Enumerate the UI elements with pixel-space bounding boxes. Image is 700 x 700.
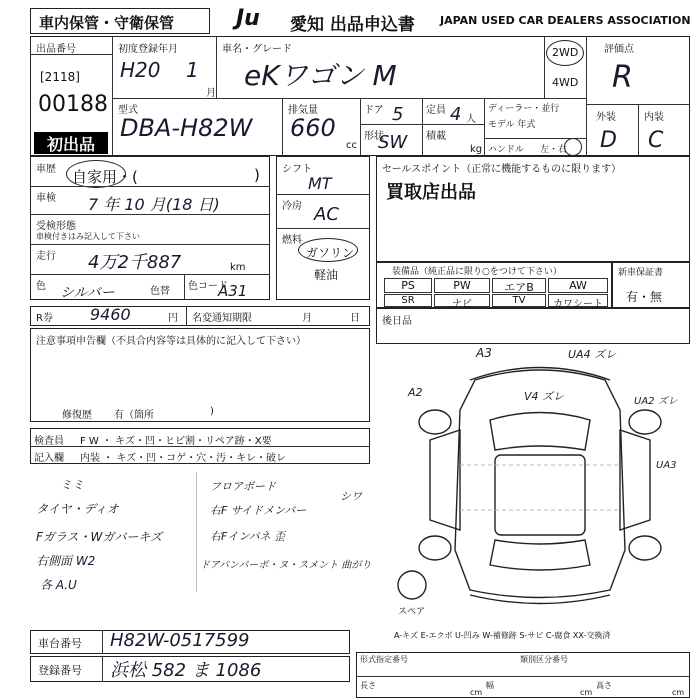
shaken-label: 車検 xyxy=(36,193,56,204)
mark-ua4: UA4 ズレ xyxy=(568,348,617,361)
shift-label: シフト xyxy=(282,164,312,175)
displacement-value: 660 xyxy=(290,114,336,142)
equipment-label: 装備品（純正品に限り○をつけて下さい） xyxy=(392,267,562,277)
lot-number: 00188 xyxy=(38,92,108,117)
equipment-leather: カワシート xyxy=(548,294,608,307)
drive-2wd-circle xyxy=(546,40,584,66)
entry-items: 内装 ・ キズ・凹・コゲ・穴・汚・キレ・破レ xyxy=(80,453,287,464)
lot-label: 出品番号 xyxy=(36,44,76,55)
load-label: 積載 xyxy=(426,131,446,142)
recycle-value: 9460 xyxy=(90,305,131,324)
mark-v4: V4 ズレ xyxy=(524,390,565,403)
dealer-label: ディーラー・並行 xyxy=(488,104,560,114)
capacity-value: 4 xyxy=(450,104,462,125)
lot-sub: [2118] xyxy=(40,70,80,84)
entry-label: 記入欄 xyxy=(34,453,64,464)
association-name: JAPAN USED CAR DEALERS ASSOCIATION xyxy=(440,14,691,27)
recycle-unit: 円 xyxy=(168,313,178,324)
note-3: Fガラス・Wガバーキズ xyxy=(36,530,163,544)
equipment-pw: PW xyxy=(434,278,490,293)
equipment-tv: TV xyxy=(492,294,546,307)
inspector-items: F W ・ キズ・凹・ヒビ割・リペア跡・X要 xyxy=(80,436,272,447)
exterior-value: D xyxy=(600,128,617,153)
note-2: タイヤ・ディオ xyxy=(36,502,119,516)
note-1: ミミ xyxy=(60,478,85,492)
door-label: ドア xyxy=(364,105,384,116)
length-unit: cm xyxy=(470,688,483,697)
repair-close: ) xyxy=(210,406,214,417)
header-tab-label: 車内保管・守衛保管 xyxy=(39,14,175,32)
drive-2wd: 2WD xyxy=(552,46,579,59)
first-listing-badge: 初出品 xyxy=(34,132,108,154)
notice-month: 月 xyxy=(302,313,312,324)
class-number-label: 類別区分番号 xyxy=(520,655,568,664)
mileage-label: 走行 xyxy=(36,251,56,262)
note-9: ドアパンパーボ・ヌ・スメント 曲がり xyxy=(200,560,372,571)
receive-note: 車検付きはみ記入して下さい xyxy=(36,232,140,241)
note-6: フロアボード xyxy=(210,480,276,493)
receive-label: 受検形態 xyxy=(36,221,76,232)
equipment-airbag: エアB xyxy=(492,278,546,293)
fuel-label: 燃料 xyxy=(282,235,302,246)
rating-value: R xyxy=(612,60,633,95)
model-label: 型式 xyxy=(118,105,138,116)
plate-value: 浜松 582 ま 1086 xyxy=(110,660,262,681)
warranty-label: 新車保証書 xyxy=(618,268,664,278)
capacity-label: 定員 xyxy=(426,105,446,116)
ju-logo: Ju xyxy=(236,6,260,31)
interior-value: C xyxy=(648,128,664,153)
form-title: 愛知 出品申込書 xyxy=(290,15,415,35)
color-label: 色 xyxy=(36,281,46,292)
notes-label: 注意事項申告欄（不具合内容等は具体的に記入して下さい） xyxy=(36,336,306,347)
mark-a3: A3 xyxy=(476,346,492,360)
use-value: 自家用・( xyxy=(72,168,138,186)
shaken-value: 7 年 10 月(18 日) xyxy=(88,195,220,214)
load-unit: kg xyxy=(470,144,483,155)
width-unit: cm xyxy=(580,688,593,697)
reg-month-value: 1 xyxy=(186,58,199,82)
fuel-value-diesel: 軽油 xyxy=(314,268,339,282)
height-label: 高さ xyxy=(596,681,612,690)
use-close: ) xyxy=(254,166,260,184)
displacement-unit: cc xyxy=(346,140,357,151)
mark-ua3: UA3 xyxy=(656,460,677,471)
ac-label: 冷房 xyxy=(282,201,302,212)
damage-legend: A-キズ E-エクボ U-凹み W-補修跡 S-サビ C-腐食 XX-交換済 xyxy=(394,631,611,640)
repair-value: 有（箇所 xyxy=(114,410,154,421)
note-7: 右F サイドメンバー xyxy=(210,504,307,517)
width-label: 幅 xyxy=(486,681,494,690)
note-10: シワ xyxy=(340,490,362,503)
repair-label: 修復歴 xyxy=(62,410,92,421)
fuel-value-gasoline: ガソリン xyxy=(306,246,355,260)
height-unit: cm xyxy=(672,688,685,697)
handle-right-circle xyxy=(564,138,582,156)
car-name-value: eKワゴン M xyxy=(244,59,397,92)
equipment-navi: ナビ xyxy=(434,294,490,307)
handle-label: ハンドル xyxy=(488,145,525,155)
note-5: 各 A.U xyxy=(40,578,77,592)
model-year-label: モデル 年式 xyxy=(488,120,536,130)
fuel-gasoline-circle xyxy=(298,238,358,262)
sales-point-label: セールスポイント（正常に機能するものに限ります） xyxy=(382,164,622,175)
private-use-circle xyxy=(66,160,126,188)
capacity-unit: 人 xyxy=(466,114,476,125)
length-label: 長さ xyxy=(360,681,376,690)
notice-day: 日 xyxy=(350,313,360,324)
color-value: シルバー xyxy=(60,285,115,301)
mark-ua2: UA2 ズレ xyxy=(634,396,678,407)
shift-value: MT xyxy=(308,174,332,193)
door-value: 5 xyxy=(392,104,404,125)
recycle-label: R券 xyxy=(36,313,53,324)
rating-label: 評価点 xyxy=(604,44,634,55)
header-tab xyxy=(30,8,210,34)
reg-month-unit: 月 xyxy=(206,88,216,99)
note-4: 右側面 W2 xyxy=(36,554,96,568)
chassis-value: H82W-0517599 xyxy=(110,630,250,651)
inspector-label: 検査員 xyxy=(34,436,64,447)
mark-a2: A2 xyxy=(408,386,423,399)
displacement-label: 排気量 xyxy=(288,105,318,116)
equipment-sr: SR xyxy=(384,294,432,307)
interior-label: 内装 xyxy=(644,112,664,123)
shape-value: SW xyxy=(378,132,408,153)
warranty-value: 有・無 xyxy=(626,290,663,304)
ac-value: AC xyxy=(314,204,339,225)
handle-value: 左・右 xyxy=(540,145,568,155)
notice-label: 名変通知期限 xyxy=(192,313,252,324)
plate-label: 登録番号 xyxy=(38,664,82,677)
form-number-label: 形式指定番号 xyxy=(360,655,408,664)
after-items-section xyxy=(376,308,690,344)
reg-year-value: H20 xyxy=(120,58,161,82)
car-name-label: 車名・グレード xyxy=(222,44,292,55)
sales-stamp: 買取店出品 xyxy=(386,182,476,203)
after-items-label: 後日品 xyxy=(382,316,412,327)
model-value: DBA-H82W xyxy=(120,114,253,142)
color-code-label: 色コード xyxy=(188,281,228,292)
note-8: 右Fインパネ 歪 xyxy=(210,530,286,543)
color-change-label: 色替 xyxy=(150,286,170,297)
shape-label: 形状 xyxy=(364,131,384,142)
chassis-label: 車台番号 xyxy=(38,637,82,650)
equipment-aw: AW xyxy=(548,278,608,293)
spare-label: スペア xyxy=(398,607,426,617)
reg-year-label: 初度登録年月 xyxy=(118,44,178,55)
use-label: 車歴 xyxy=(36,164,56,175)
color-code-value: A31 xyxy=(218,282,248,300)
mileage-value: 4万2千887 xyxy=(88,252,182,273)
equipment-ps: PS xyxy=(384,278,432,293)
drive-4wd: 4WD xyxy=(552,76,579,89)
mileage-unit: km xyxy=(230,262,246,273)
exterior-label: 外装 xyxy=(596,112,616,123)
